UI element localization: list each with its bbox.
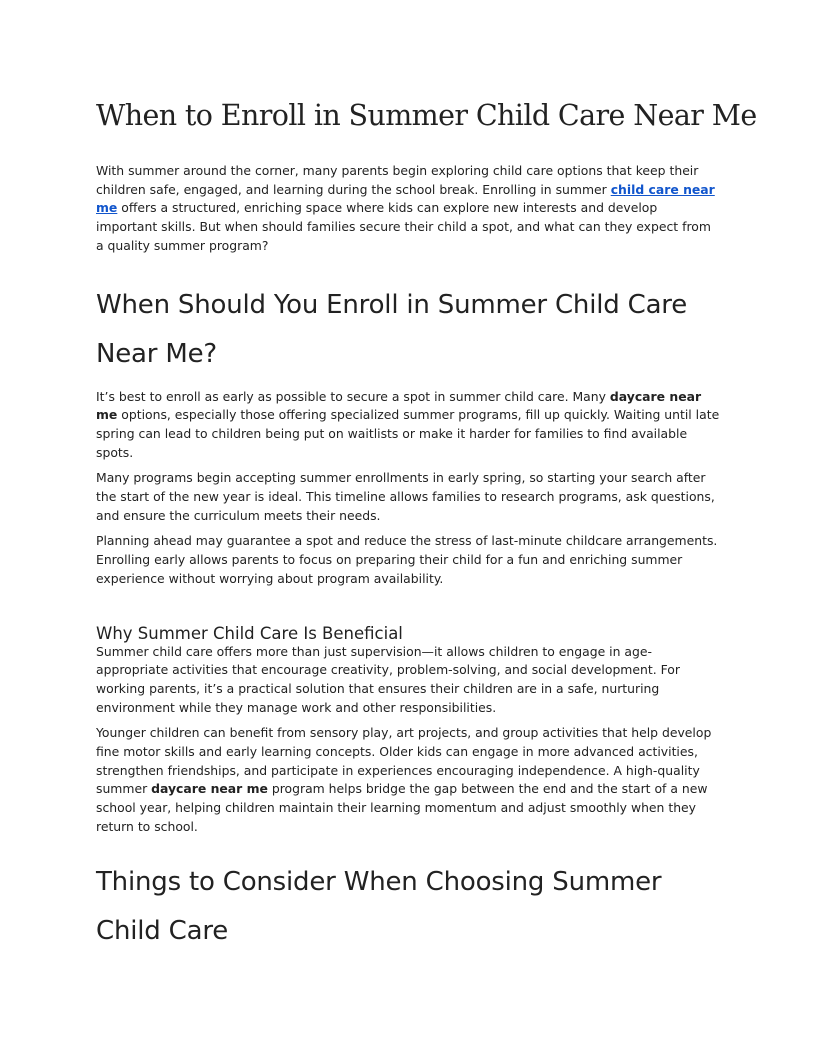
beneficial-paragraph-1: Summer child care offers more than just supervision—it allows children to engage in age-appropriate activities that encourage creativity, problem-solving, and social development. For working parents, it’s a practical solution that ensures their children are in a safe, nurturing environment while they manage work and other responsibilities. [96,643,680,715]
beneficial-p2-text-after: program helps bridge the gap between the end and the start of a new school year, helping children maintain their learning momentum and adjust smoothly when they return to school. [96,781,708,834]
section-heading-things-to-consider: Things to Consider When Choosing Summer Child Care [96,866,662,947]
intro-text-after-link: offers a structured, enriching space where kids can explore new interests and develop important skills. But when should families secure their child a spot, and what can they expect from a quality summer program? [96,200,711,253]
document-page [96,92,757,965]
page-title: When to Enroll in Summer Child Care Near Me [96,99,757,132]
section-heading-when-to-enroll: When Should You Enroll in Summer Child Care Near Me? [96,289,688,370]
intro-paragraph [96,162,722,256]
enroll-p1-text-after: options, especially those offering specialized summer programs, fill up quickly. Waiting until late spring can lead to children being put on waitlists or make it harder for families to find available spots. [96,407,720,460]
section-heading-why-beneficial: Why Summer Child Care Is Beneficial [96,623,403,643]
enroll-paragraph-3: Planning ahead may guarantee a spot and reduce the stress of last-minute childcare arrangements. Enrolling early allows parents to focus on preparing their child for a fun and enriching summer experience without worrying about program availability. [96,533,718,586]
enroll-paragraph-2: Many programs begin accepting summer enrollments in early spring, so starting your search after the start of the new year is ideal. This timeline allows families to research programs, ask questions, and ensure the curriculum meets their needs. [96,470,715,523]
intro-text-before-link: With summer around the corner, many parents begin exploring child care options that keep their children safe, engaged, and learning during the school break. Enrolling in summer [96,163,699,197]
daycare-near-me-bold: daycare near me [96,388,702,423]
daycare-near-me-bold-2: daycare near me [151,781,268,797]
beneficial-p2-text-before: Younger children can benefit from sensory play, art projects, and group activities that help develop fine motor skills and early learning concepts. Older kids can engage in more advanced activities, strengthen friendships, and participate in experiences encouraging independence. A high-quality summer [96,725,712,797]
child-care-near-me-link[interactable]: child care near me [96,181,715,216]
beneficial-paragraph-2 [96,724,722,836]
enroll-p1-text-before: It’s best to enroll as early as possible to secure a spot in summer child care. Many [96,388,610,404]
enroll-paragraph-1 [96,388,722,463]
